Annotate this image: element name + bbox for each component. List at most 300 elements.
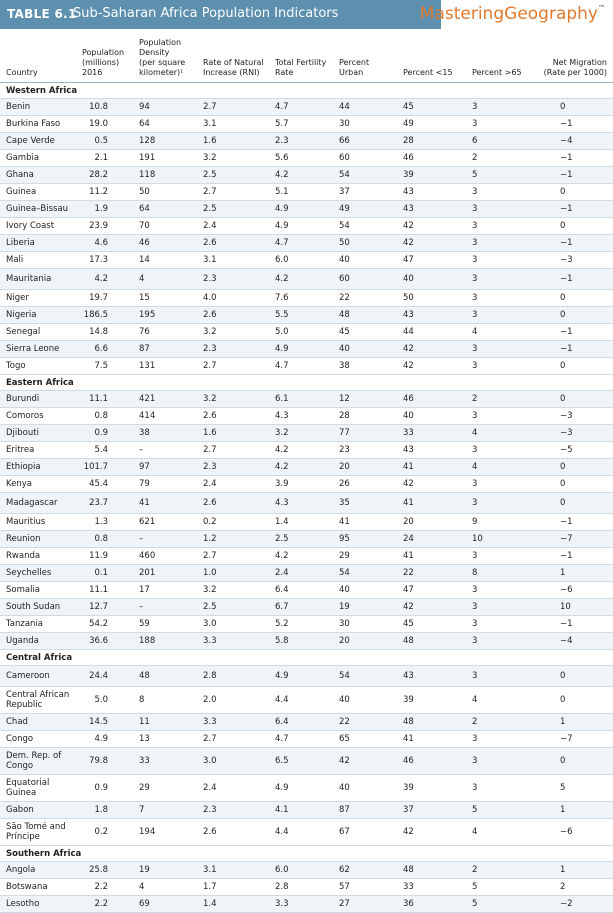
value-cell-den: 7 xyxy=(139,805,145,815)
country-cell: Gabon xyxy=(6,805,34,815)
column-header-line: Rate of Natural xyxy=(203,58,264,67)
value-cell-den: 191 xyxy=(139,153,156,163)
table-row xyxy=(0,358,613,375)
table-row xyxy=(0,879,613,896)
value-cell-pop: 7.5 xyxy=(94,361,108,371)
value-cell-u15: 39 xyxy=(403,783,414,793)
value-cell-o65: 3 xyxy=(472,255,478,265)
value-cell-mig: −1 xyxy=(560,170,573,180)
value-cell-den: 46 xyxy=(139,238,150,248)
region-section-row xyxy=(0,83,613,99)
table-row xyxy=(0,582,613,599)
value-cell-o65: 3 xyxy=(472,293,478,303)
value-cell-u15: 48 xyxy=(403,717,414,727)
value-cell-u15: 47 xyxy=(403,255,414,265)
value-cell-pop: 11.1 xyxy=(89,394,108,404)
value-cell-tfr: 6.4 xyxy=(275,717,289,727)
value-cell-urb: 12 xyxy=(339,394,350,404)
value-cell-u15: 33 xyxy=(403,882,414,892)
value-cell-rni: 2.6 xyxy=(203,498,217,508)
column-header-line: 2016 xyxy=(82,68,103,77)
value-cell-rni: 1.6 xyxy=(203,136,217,146)
value-cell-urb: 60 xyxy=(339,274,350,284)
value-cell-rni: 4.0 xyxy=(203,293,217,303)
table-row xyxy=(0,252,613,269)
country-cell: Uganda xyxy=(6,636,39,646)
value-cell-pop: 11.9 xyxy=(89,551,108,561)
value-cell-mig: 0 xyxy=(560,310,566,320)
value-cell-tfr: 5.5 xyxy=(275,310,289,320)
value-cell-mig: 1 xyxy=(560,865,566,875)
table-row xyxy=(0,341,613,358)
value-cell-den: 79 xyxy=(139,479,150,489)
value-cell-urb: 30 xyxy=(339,119,350,129)
value-cell-o65: 3 xyxy=(472,498,478,508)
value-cell-o65: 4 xyxy=(472,827,478,837)
value-cell-urb: 30 xyxy=(339,619,350,629)
value-cell-pop: 2.2 xyxy=(94,882,108,892)
value-cell-rni: 3.1 xyxy=(203,255,217,265)
table-row xyxy=(0,150,613,167)
value-cell-rni: 2.4 xyxy=(203,221,217,231)
value-cell-den: 118 xyxy=(139,170,156,180)
table-row xyxy=(0,687,613,714)
country-cell: Angola xyxy=(6,865,36,875)
table-row xyxy=(0,476,613,493)
value-cell-pop: 10.8 xyxy=(89,102,108,112)
value-cell-mig: −4 xyxy=(560,136,573,146)
value-cell-u15: 41 xyxy=(403,498,414,508)
country-cell: Mauritania xyxy=(6,274,52,284)
value-cell-urb: 40 xyxy=(339,695,350,705)
value-cell-u15: 42 xyxy=(403,827,414,837)
value-cell-urb: 50 xyxy=(339,238,350,248)
value-cell-urb: 40 xyxy=(339,783,350,793)
value-cell-den: 17 xyxy=(139,585,150,595)
table-row xyxy=(0,425,613,442)
value-cell-rni: 2.6 xyxy=(203,827,217,837)
value-cell-pop: 0.5 xyxy=(94,136,108,146)
country-cell: Chad xyxy=(6,717,28,727)
value-cell-mig: −3 xyxy=(560,428,573,438)
region-label: Eastern Africa xyxy=(6,377,74,388)
value-cell-urb: 87 xyxy=(339,805,350,815)
value-cell-urb: 57 xyxy=(339,882,350,892)
value-cell-tfr: 4.2 xyxy=(275,551,289,561)
value-cell-tfr: 6.5 xyxy=(275,756,289,766)
value-cell-tfr: 4.9 xyxy=(275,221,289,231)
value-cell-u15: 49 xyxy=(403,119,414,129)
column-header-country xyxy=(6,68,38,78)
value-cell-mig: −3 xyxy=(560,411,573,421)
value-cell-pop: 17.3 xyxy=(89,255,108,265)
value-cell-rni: 3.2 xyxy=(203,394,217,404)
value-cell-den: 76 xyxy=(139,327,150,337)
country-cell: Comoros xyxy=(6,411,44,421)
value-cell-u15: 36 xyxy=(403,899,414,909)
value-cell-urb: 67 xyxy=(339,827,350,837)
value-cell-mig: 0 xyxy=(560,187,566,197)
value-cell-den: 421 xyxy=(139,394,156,404)
value-cell-urb: 27 xyxy=(339,899,350,909)
value-cell-den: 41 xyxy=(139,498,150,508)
value-cell-mig: 0 xyxy=(560,498,566,508)
value-cell-tfr: 6.4 xyxy=(275,585,289,595)
value-cell-mig: 0 xyxy=(560,361,566,371)
value-cell-mig: −3 xyxy=(560,255,573,265)
value-cell-pop: 19.0 xyxy=(89,119,108,129)
value-cell-mig: −1 xyxy=(560,551,573,561)
value-cell-rni: 2.6 xyxy=(203,411,217,421)
table-row xyxy=(0,531,613,548)
value-cell-u15: 47 xyxy=(403,585,414,595)
value-cell-pop: 0.8 xyxy=(94,534,108,544)
value-cell-mig: −1 xyxy=(560,238,573,248)
value-cell-rni: 2.7 xyxy=(203,734,217,744)
value-cell-rni: 3.2 xyxy=(203,585,217,595)
value-cell-pop: 23.9 xyxy=(89,221,108,231)
table-row xyxy=(0,633,613,650)
value-cell-u15: 40 xyxy=(403,274,414,284)
value-cell-rni: 1.6 xyxy=(203,428,217,438)
value-cell-rni: 3.3 xyxy=(203,636,217,646)
value-cell-mig: 5 xyxy=(560,783,566,793)
value-cell-pop: 19.7 xyxy=(89,293,108,303)
value-cell-rni: 2.6 xyxy=(203,238,217,248)
value-cell-rni: 1.4 xyxy=(203,899,217,909)
table-row xyxy=(0,116,613,133)
value-cell-rni: 2.4 xyxy=(203,479,217,489)
value-cell-u15: 42 xyxy=(403,361,414,371)
value-cell-tfr: 4.9 xyxy=(275,204,289,214)
table-row xyxy=(0,599,613,616)
value-cell-den: 128 xyxy=(139,136,156,146)
value-cell-tfr: 2.8 xyxy=(275,882,289,892)
value-cell-den: 70 xyxy=(139,221,150,231)
table-row xyxy=(0,442,613,459)
value-cell-urb: 22 xyxy=(339,717,350,727)
value-cell-mig: 0 xyxy=(560,394,566,404)
value-cell-den: 33 xyxy=(139,756,150,766)
country-cell: Liberia xyxy=(6,238,35,248)
country-cell: Djibouti xyxy=(6,428,39,438)
value-cell-o65: 2 xyxy=(472,717,478,727)
value-cell-mig: −6 xyxy=(560,585,573,595)
value-cell-pop: 2.1 xyxy=(94,153,108,163)
table-row xyxy=(0,408,613,425)
value-cell-den: 94 xyxy=(139,102,150,112)
value-cell-tfr: 6.0 xyxy=(275,865,289,875)
column-header-u15 xyxy=(403,68,453,78)
value-cell-tfr: 5.1 xyxy=(275,187,289,197)
value-cell-rni: 2.0 xyxy=(203,695,217,705)
value-cell-u15: 43 xyxy=(403,671,414,681)
value-cell-mig: 0 xyxy=(560,293,566,303)
value-cell-mig: 2 xyxy=(560,882,566,892)
value-cell-pop: 5.0 xyxy=(94,695,108,705)
value-cell-o65: 4 xyxy=(472,428,478,438)
table-row xyxy=(0,666,613,687)
column-header-line: Percent <15 xyxy=(403,68,453,77)
value-cell-den: – xyxy=(139,534,144,544)
value-cell-den: 460 xyxy=(139,551,156,561)
value-cell-den: 201 xyxy=(139,568,156,578)
value-cell-pop: 14.8 xyxy=(89,327,108,337)
value-cell-den: – xyxy=(139,445,144,455)
value-cell-u15: 44 xyxy=(403,327,414,337)
value-cell-u15: 40 xyxy=(403,411,414,421)
value-cell-den: 50 xyxy=(139,187,150,197)
value-cell-tfr: 4.7 xyxy=(275,361,289,371)
column-header-line: Country xyxy=(6,68,38,77)
value-cell-tfr: 2.4 xyxy=(275,568,289,578)
table-row xyxy=(0,514,613,531)
country-cell: Central African Republic xyxy=(6,690,70,710)
value-cell-urb: 42 xyxy=(339,756,350,766)
value-cell-pop: 4.6 xyxy=(94,238,108,248)
value-cell-o65: 3 xyxy=(472,585,478,595)
value-cell-tfr: 5.0 xyxy=(275,327,289,337)
value-cell-u15: 45 xyxy=(403,619,414,629)
value-cell-rni: 2.7 xyxy=(203,187,217,197)
column-header-line: Increase (RNI) xyxy=(203,68,260,77)
value-cell-u15: 41 xyxy=(403,734,414,744)
country-cell: Botswana xyxy=(6,882,48,892)
country-cell: Guinea xyxy=(6,187,37,197)
value-cell-pop: 2.2 xyxy=(94,899,108,909)
region-section-row xyxy=(0,375,613,391)
value-cell-tfr: 4.4 xyxy=(275,827,289,837)
value-cell-tfr: 5.6 xyxy=(275,153,289,163)
column-header-rni xyxy=(203,58,264,78)
value-cell-mig: −1 xyxy=(560,327,573,337)
value-cell-pop: 4.9 xyxy=(94,734,108,744)
value-cell-rni: 3.2 xyxy=(203,327,217,337)
value-cell-pop: 24.4 xyxy=(89,671,108,681)
value-cell-o65: 3 xyxy=(472,187,478,197)
value-cell-pop: 79.8 xyxy=(89,756,108,766)
value-cell-o65: 2 xyxy=(472,153,478,163)
value-cell-urb: 40 xyxy=(339,255,350,265)
value-cell-pop: 12.7 xyxy=(89,602,108,612)
table-row xyxy=(0,201,613,218)
value-cell-tfr: 7.6 xyxy=(275,293,289,303)
value-cell-den: 195 xyxy=(139,310,156,320)
value-cell-o65: 3 xyxy=(472,274,478,284)
country-cell: Senegal xyxy=(6,327,41,337)
value-cell-tfr: 6.7 xyxy=(275,602,289,612)
value-cell-urb: 95 xyxy=(339,534,350,544)
value-cell-urb: 45 xyxy=(339,327,350,337)
value-cell-tfr: 4.2 xyxy=(275,274,289,284)
value-cell-u15: 42 xyxy=(403,479,414,489)
value-cell-u15: 33 xyxy=(403,428,414,438)
table-row xyxy=(0,819,613,846)
value-cell-rni: 3.1 xyxy=(203,865,217,875)
value-cell-o65: 3 xyxy=(472,671,478,681)
value-cell-rni: 2.7 xyxy=(203,445,217,455)
country-cell: Burkina Faso xyxy=(6,119,61,129)
table-row xyxy=(0,324,613,341)
value-cell-den: 69 xyxy=(139,899,150,909)
value-cell-den: 131 xyxy=(139,361,156,371)
country-cell: Sierra Leone xyxy=(6,344,60,354)
value-cell-pop: 45.4 xyxy=(89,479,108,489)
value-cell-den: 59 xyxy=(139,619,150,629)
country-cell: Burundi xyxy=(6,394,40,404)
value-cell-den: 11 xyxy=(139,717,150,727)
table-row xyxy=(0,616,613,633)
table-row xyxy=(0,548,613,565)
value-cell-pop: 1.3 xyxy=(94,517,108,527)
value-cell-tfr: 4.3 xyxy=(275,498,289,508)
table-row xyxy=(0,184,613,201)
value-cell-tfr: 6.0 xyxy=(275,255,289,265)
value-cell-pop: 11.2 xyxy=(89,187,108,197)
table-body xyxy=(0,83,613,913)
column-header-line: Density xyxy=(139,48,170,57)
country-cell: Dem. Rep. of Congo xyxy=(6,751,62,771)
value-cell-urb: 49 xyxy=(339,204,350,214)
value-cell-tfr: 4.3 xyxy=(275,411,289,421)
value-cell-o65: 3 xyxy=(472,619,478,629)
value-cell-den: 414 xyxy=(139,411,156,421)
country-cell: Ghana xyxy=(6,170,34,180)
value-cell-o65: 3 xyxy=(472,361,478,371)
value-cell-den: 87 xyxy=(139,344,150,354)
value-cell-pop: 14.5 xyxy=(89,717,108,727)
column-header-mig xyxy=(544,58,607,78)
country-cell: Gambia xyxy=(6,153,40,163)
country-cell: Eritrea xyxy=(6,445,35,455)
value-cell-den: 4 xyxy=(139,882,145,892)
table-row xyxy=(0,307,613,324)
value-cell-u15: 43 xyxy=(403,445,414,455)
value-cell-rni: 2.3 xyxy=(203,462,217,472)
value-cell-urb: 41 xyxy=(339,517,350,527)
value-cell-rni: 2.5 xyxy=(203,170,217,180)
column-header-line: (Rate per 1000) xyxy=(543,68,607,77)
value-cell-o65: 4 xyxy=(472,327,478,337)
value-cell-tfr: 4.7 xyxy=(275,102,289,112)
value-cell-urb: 65 xyxy=(339,734,350,744)
value-cell-o65: 5 xyxy=(472,805,478,815)
country-cell: Mauritius xyxy=(6,517,46,527)
table-row xyxy=(0,391,613,408)
value-cell-o65: 8 xyxy=(472,568,478,578)
value-cell-tfr: 3.3 xyxy=(275,899,289,909)
column-header-den xyxy=(139,38,185,78)
table-row xyxy=(0,269,613,290)
country-cell: Cape Verde xyxy=(6,136,55,146)
value-cell-urb: 19 xyxy=(339,602,350,612)
column-header-line: (per square xyxy=(139,58,186,67)
value-cell-tfr: 2.5 xyxy=(275,534,289,544)
value-cell-urb: 54 xyxy=(339,671,350,681)
title-bar xyxy=(0,0,613,29)
value-cell-o65: 3 xyxy=(472,102,478,112)
value-cell-den: 621 xyxy=(139,517,156,527)
value-cell-urb: 35 xyxy=(339,498,350,508)
value-cell-o65: 5 xyxy=(472,882,478,892)
value-cell-tfr: 3.9 xyxy=(275,479,289,489)
value-cell-mig: 0 xyxy=(560,756,566,766)
value-cell-o65: 3 xyxy=(472,204,478,214)
value-cell-pop: 25.8 xyxy=(89,865,108,875)
value-cell-o65: 3 xyxy=(472,238,478,248)
value-cell-tfr: 4.9 xyxy=(275,344,289,354)
value-cell-den: 64 xyxy=(139,119,150,129)
value-cell-rni: 2.4 xyxy=(203,783,217,793)
value-cell-urb: 38 xyxy=(339,361,350,371)
value-cell-tfr: 1.4 xyxy=(275,517,289,527)
value-cell-urb: 26 xyxy=(339,479,350,489)
value-cell-u15: 41 xyxy=(403,551,414,561)
brand-right: Geography xyxy=(504,4,598,24)
country-cell: Togo xyxy=(6,361,26,371)
value-cell-tfr: 5.7 xyxy=(275,119,289,129)
value-cell-tfr: 4.9 xyxy=(275,783,289,793)
table-row xyxy=(0,133,613,150)
country-cell: Madagascar xyxy=(6,498,58,508)
value-cell-rni: 0.2 xyxy=(203,517,217,527)
table-row xyxy=(0,775,613,802)
column-header-line: Population xyxy=(139,38,182,47)
value-cell-u15: 46 xyxy=(403,756,414,766)
value-cell-pop: 5.4 xyxy=(94,445,108,455)
column-header-line: (millions) xyxy=(82,58,120,67)
value-cell-den: – xyxy=(139,602,144,612)
value-cell-urb: 60 xyxy=(339,153,350,163)
value-cell-tfr: 4.2 xyxy=(275,170,289,180)
value-cell-rni: 3.1 xyxy=(203,119,217,129)
value-cell-mig: 0 xyxy=(560,671,566,681)
value-cell-rni: 1.0 xyxy=(203,568,217,578)
value-cell-rni: 2.7 xyxy=(203,361,217,371)
value-cell-mig: −5 xyxy=(560,445,573,455)
table-row xyxy=(0,565,613,582)
value-cell-o65: 3 xyxy=(472,119,478,129)
column-header-line: Rate xyxy=(275,68,294,77)
value-cell-o65: 10 xyxy=(472,534,483,544)
value-cell-pop: 0.1 xyxy=(94,568,108,578)
value-cell-pop: 4.2 xyxy=(94,274,108,284)
value-cell-pop: 0.9 xyxy=(94,428,108,438)
value-cell-o65: 5 xyxy=(472,170,478,180)
region-section-row xyxy=(0,650,613,666)
value-cell-rni: 1.2 xyxy=(203,534,217,544)
value-cell-o65: 9 xyxy=(472,517,478,527)
value-cell-rni: 2.3 xyxy=(203,274,217,284)
column-header-line: Percent >65 xyxy=(472,68,522,77)
column-header-o65 xyxy=(472,68,522,78)
brand-logo xyxy=(420,4,605,24)
value-cell-mig: 0 xyxy=(560,462,566,472)
value-cell-o65: 3 xyxy=(472,445,478,455)
value-cell-mig: 1 xyxy=(560,568,566,578)
value-cell-mig: −7 xyxy=(560,734,573,744)
country-cell: Lesotho xyxy=(6,899,40,909)
value-cell-rni: 1.7 xyxy=(203,882,217,892)
value-cell-o65: 3 xyxy=(472,756,478,766)
value-cell-o65: 2 xyxy=(472,394,478,404)
value-cell-tfr: 4.7 xyxy=(275,238,289,248)
value-cell-u15: 46 xyxy=(403,153,414,163)
value-cell-mig: −1 xyxy=(560,119,573,129)
value-cell-mig: −1 xyxy=(560,274,573,284)
value-cell-den: 38 xyxy=(139,428,150,438)
value-cell-mig: −7 xyxy=(560,534,573,544)
